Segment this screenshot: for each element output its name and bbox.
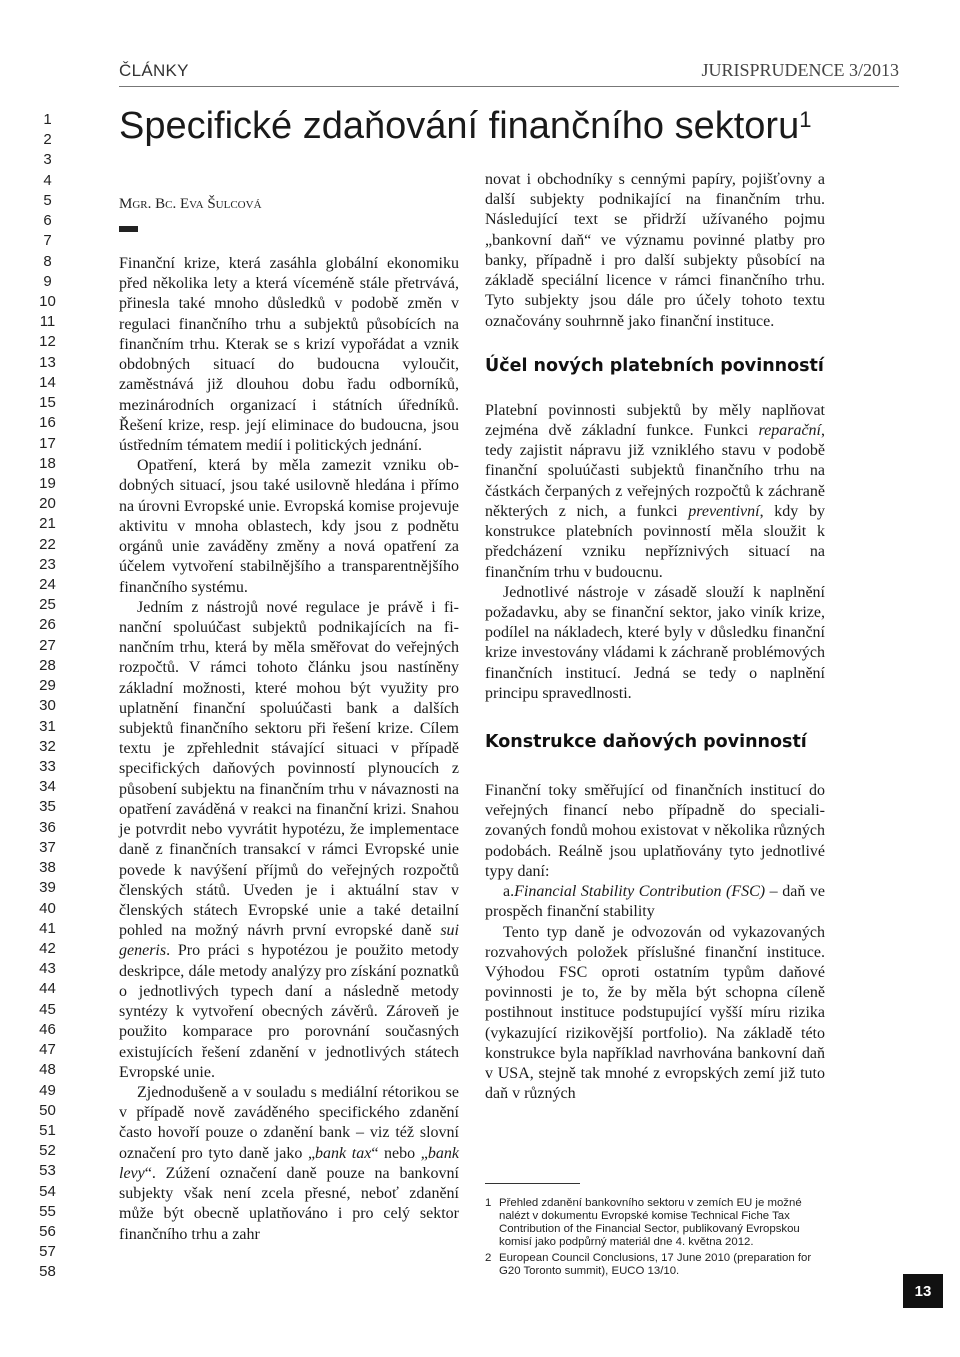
line-number: 52 xyxy=(39,1142,56,1160)
list-item-marker: a. xyxy=(503,883,515,901)
line-number: 11 xyxy=(39,313,56,331)
line-number: 16 xyxy=(39,414,56,432)
footnote xyxy=(485,1197,825,1249)
line-number: 57 xyxy=(39,1243,56,1261)
line-number: 39 xyxy=(39,879,56,897)
line-number: 53 xyxy=(39,1162,56,1180)
text-run: Jedním z nástrojů nové regulace je právě i finanční spoluúčast subjektů podnikajících na finančním trhu, která by měla směřovat do veřejných rozpočtů. V rámci tohoto článku jsou nastíněny základní možnosti, které mohou být využity pro uplatnění finanční spoluúčasti bank a dalších subjektů finančního sektoru při řešení krize. Cílem textu je zpřehlednit stávající situaci v případě specifických daňových povinností plynoucích z působení subjektu na finančním trhu v návaznosti na opatření zaváděná v reakci na finanční krizi. Snahou je potvrdit nebo vyvrátit hypotézu, že implementace daně z finančních transakcí v rámci Evropské unie povede k navýšení příjmů do veřejných rozpočtů členských států. Uveden je i aktuální stav v členských státech Evropské unie a také detailní pohled na možný návrh první evropské daně xyxy=(119,598,459,940)
paragraph: Tento typ daně je odvozován od vykazovaných rozvahových položek příslušné finanční instituce. Výhodou FSC oproti ostatním typům daňové povinnosti je to, že by měla být schopna cíleně postihnout instituce podstupující vyšší míru rizika (vykazující rizikovější portfolio). Na základě této konstrukce byla například navrhována bankovní daň v USA, stejně tak mnohé z evropských zemí již tuto daň v různých xyxy=(485,923,825,1103)
line-number: 17 xyxy=(39,434,56,452)
line-number: 13 xyxy=(39,353,56,371)
article-title-text: Specifické zdaňování finančního sektoru xyxy=(119,105,800,147)
line-number: 36 xyxy=(39,818,56,836)
line-number: 51 xyxy=(39,1121,56,1139)
line-number: 56 xyxy=(39,1223,56,1241)
line-number: 25 xyxy=(39,596,56,614)
author-name: Mgr. Bc. Eva Šulcová xyxy=(119,196,262,212)
line-number: 48 xyxy=(39,1061,56,1079)
paragraph xyxy=(119,1083,459,1245)
line-number: 35 xyxy=(39,798,56,816)
line-number: 31 xyxy=(39,717,56,735)
line-number: 24 xyxy=(39,576,56,594)
paragraph: Finanční toky směřující od finančních institucí do veřejných financí nebo případně do specializovaných fondů mohou existovat v několika různých podobách. Reálně jsou uplatňovány tyto jednotlivé typy daní: xyxy=(485,782,825,880)
line-number: 18 xyxy=(39,454,56,472)
footnote xyxy=(485,1252,825,1278)
section-heading: Konstrukce daňových povinností xyxy=(485,732,807,753)
left-column xyxy=(119,254,459,1245)
text-run: “ nebo „ xyxy=(371,1144,428,1162)
line-number: 42 xyxy=(39,939,56,957)
line-number: 21 xyxy=(39,515,56,533)
journal-issue: JURISPRUDENCE 3/2013 xyxy=(701,60,899,80)
page-number: 13 xyxy=(903,1274,943,1308)
line-number: 10 xyxy=(39,292,56,310)
line-number: 33 xyxy=(39,758,56,775)
text-run: “. Zúžení označení daně pouze na bankovní subjekty však není zcela přesné, neboť zdanění může být obecně uplatňováno i pro celý sektor finančního trhu a zahr xyxy=(119,1164,459,1243)
line-number: 44 xyxy=(39,980,56,998)
line-number: 9 xyxy=(43,272,52,290)
text-run: Platební povinnosti subjektů by měly naplňovat zejména dvě základní funkce. Funkci xyxy=(485,401,825,439)
header-rule xyxy=(119,86,899,87)
line-number: 22 xyxy=(39,535,56,553)
line-number: 19 xyxy=(39,474,56,492)
section-label: ČLÁNKY xyxy=(119,61,189,80)
text-run: Zjednodušeně a v souladu s mediální rétorikou se v případě nově zaváděného specifického zdanění často hovoří pouze o zdanění bank – viz též slovní označení pro tyto daně jako „ xyxy=(119,1083,459,1162)
list-item xyxy=(485,882,825,922)
line-number: 28 xyxy=(39,656,56,674)
line-number: 40 xyxy=(39,899,56,917)
text-run: , tedy zajistit nápravu již vzniklého stavu v podobě finanční spoluúčasti subjektů finančního trhu na částkách čerpaných z veřejných rozpočtů k záchraně některých z nich, a funkci xyxy=(485,421,825,520)
line-number: 2 xyxy=(43,131,52,149)
title-footnote-ref[interactable]: 1 xyxy=(799,107,812,132)
line-number: 47 xyxy=(39,1041,56,1059)
line-number: 29 xyxy=(39,677,56,695)
line-number: 54 xyxy=(39,1182,56,1200)
line-number: 8 xyxy=(43,252,52,270)
line-number: 58 xyxy=(39,1263,56,1281)
paragraph xyxy=(119,598,459,1083)
right-column xyxy=(485,170,825,1105)
line-number: 14 xyxy=(39,373,56,391)
footnote-text: Přehled zdanění bankovního sektoru v zemích EU je možné nalézt v dokumentu Evropské komise Technical Fiche Tax Contribution of the Financial Sector, publikovaný Evropskou komisí jako podpůrný materiál dne 4. května 2012. xyxy=(499,1197,802,1248)
italic-term: reparační xyxy=(758,421,821,439)
line-number: 37 xyxy=(39,838,56,856)
footnote-rule xyxy=(485,1183,580,1184)
line-number: 46 xyxy=(39,1020,56,1038)
footnote-number: 1 xyxy=(485,1197,492,1209)
paragraph: Finanční krize, která zasáhla globální ekonomiku před několika lety a která víceméně stále přetrvává, přinesla také mnoho důsledků v podobě změn v regulaci finančního trhu a subjektů působících na finančním trhu. Kterak se s krizí vypořádat a vznik obdobných situací do budoucna vyloučit, zaměstnává již dlouhou dobu řadu odborníků, mezinárodních organizací i státních úředníků. Řešení krize, resp. její eliminace do budoucna, jsou ústředním tématem medií i politických jednání. xyxy=(119,255,459,454)
italic-term: preventivní xyxy=(688,502,760,520)
footnote-text: European Council Conclusions, 17 June 2010 (preparation for G20 Toronto summit), EUCO 13/10. xyxy=(499,1252,812,1277)
line-number: 23 xyxy=(39,555,56,573)
line-number: 38 xyxy=(39,859,56,877)
line-number: 27 xyxy=(39,636,56,654)
line-numbers xyxy=(20,110,75,1283)
italic-term: bank tax xyxy=(315,1144,372,1162)
text-run: . Pro práci s hypotézou je použito metody deskripce, dále metody analýzy pro získání poznatků o jednotlivých typech daní a následně metody syntézy k vytvoření obecných závěrů. Zároveň je použito komparace pro porovnání současných existujících řešení zdanění v jednotlivých státech Evropské unie. xyxy=(119,942,459,1081)
footnote-number: 2 xyxy=(485,1252,492,1264)
line-number: 45 xyxy=(39,1000,56,1018)
line-number: 7 xyxy=(43,232,52,250)
section-heading: Účel nových platebních povinností xyxy=(485,355,824,376)
paragraph: Opatření, která by měla zamezit vzniku obdobných situací, jsou také usilovně hledána i přímo na úrovni Evropské unie. Evropská komise projevuje aktivitu v mnoha oblastech, kdy jsou z podnětu orgánů unie zaváděny změny a nová opatření za účelem vytvoření stabilnějšího a transparentnějšího finančního systému. xyxy=(119,457,459,596)
italic-term: Financial Stability Contribution (FSC) xyxy=(514,883,766,901)
article-title xyxy=(119,105,811,148)
line-number: 5 xyxy=(43,191,52,209)
line-number: 20 xyxy=(39,495,56,513)
text-run: – daň ve prospěch finanční stability xyxy=(485,883,825,921)
line-number: 55 xyxy=(39,1202,56,1220)
paragraph: novat i obchodníky s cennými papíry, pojišťovny a další subjekty podnikající na finančním trhu. Následující text se přidrží užívaného pojmu „bankovní daň“ ve významu povinné platby pro banky, případně i pro další subjekty působící na základě speciální licence v rámci finančního trhu. Tyto subjekty jsou dále pro účely tohoto textu označovány souhrnně jako finanční instituce. xyxy=(485,171,825,330)
line-number: 32 xyxy=(39,737,56,755)
line-number: 50 xyxy=(39,1101,56,1119)
italic-term: bank levy xyxy=(119,1144,459,1182)
line-number: 6 xyxy=(43,212,52,230)
line-number: 4 xyxy=(43,171,52,189)
paragraph: Jednotlivé nástroje v zásadě slouží k naplnění požadavku, aby se finanční sektor, jako viník krize, podílel na nákladech, které byly v důsledku finanční krize investovány vládami k záchraně problémových finančních institucí. Jedná se tedy o naplnění principu spravedlnosti. xyxy=(485,583,825,702)
line-number: 34 xyxy=(39,778,56,796)
paragraph xyxy=(485,401,825,583)
footnotes xyxy=(485,1197,825,1281)
italic-term: sui generis xyxy=(119,922,459,960)
author-bar xyxy=(119,226,138,232)
line-number: 12 xyxy=(39,333,56,351)
line-number: 49 xyxy=(39,1081,56,1099)
text-run: , kdy by konstrukce platebních povinností měla sloužit k předcházení vzniku nepříznivých situací na finančním trhu v budoucnu. xyxy=(485,502,825,581)
line-number: 30 xyxy=(39,697,56,715)
line-number: 3 xyxy=(43,151,52,169)
line-number: 15 xyxy=(39,394,56,412)
line-number: 1 xyxy=(43,111,52,128)
line-number: 26 xyxy=(39,616,56,634)
line-number: 41 xyxy=(39,919,56,937)
line-number: 43 xyxy=(39,960,56,978)
